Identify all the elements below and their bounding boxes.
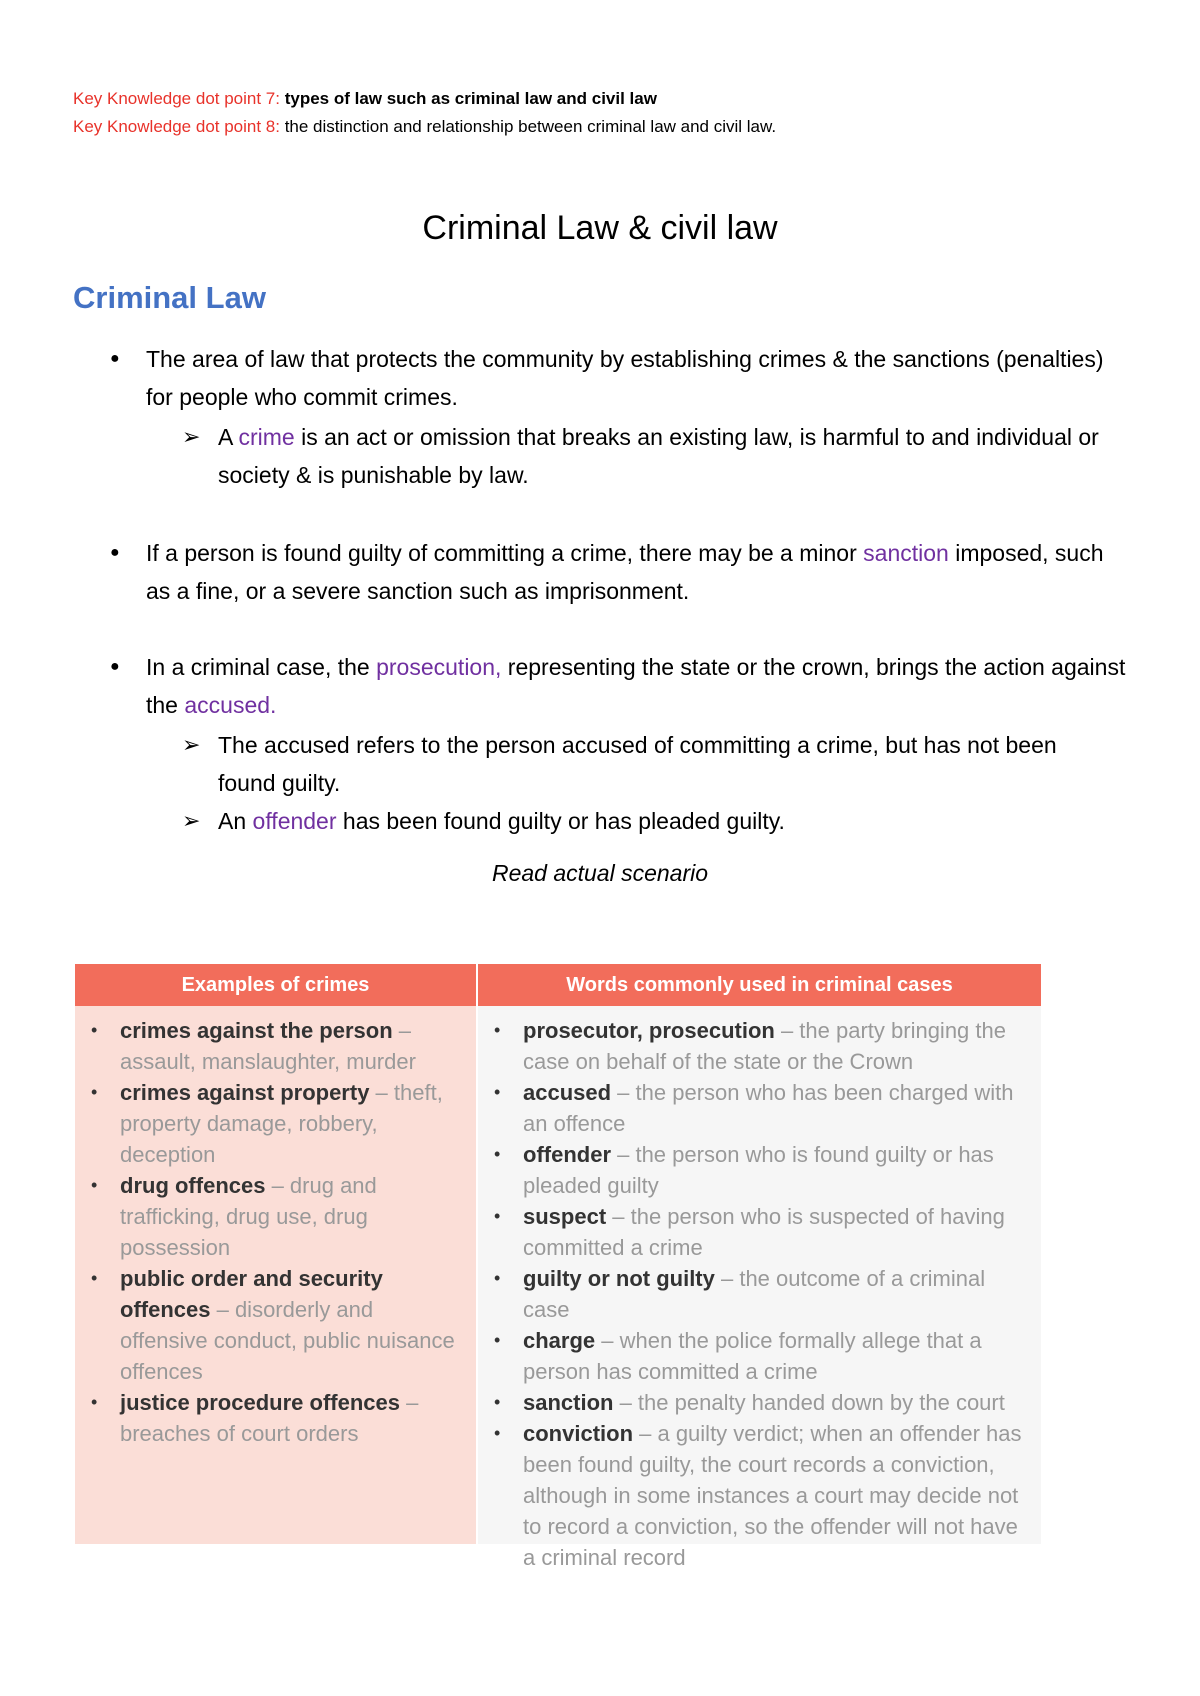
item-text: – the party bringing the case on behalf of the state or the Crown [523,1018,1006,1074]
term-sanction: sanction [863,540,949,566]
bullet-dot: • [494,1144,501,1164]
item-label: drug offences [120,1173,266,1198]
bullet-dot: • [91,1175,98,1195]
list-item [75,1077,476,1170]
bullet-dot: • [91,1392,98,1412]
list-item [478,1201,1041,1263]
item-label: charge [523,1328,596,1353]
item-text: – breaches of court orders [120,1390,419,1446]
list-item [75,1015,476,1077]
bullet-2-text: If a person is found guilty of committing a crime, there may be a minor sanction imposed, such as a fine, or a severe sanction such as imprisonment. [146,540,1104,604]
bullet-dot: ● [110,658,120,675]
item-text: – disorderly and offensive conduct, public nuisance offences [120,1297,455,1384]
bullet-dot: • [494,1423,501,1443]
list-item [75,1263,476,1387]
bullet-3-text: In a criminal case, the prosecution, representing the state or the crown, brings the action against the accused. [146,654,1126,718]
item-label: crimes against property [120,1080,370,1105]
key-knowledge-8 [73,116,776,138]
key-knowledge-7 [73,88,657,110]
item-text: – the person who is suspected of having committed a crime [523,1204,1005,1260]
item-text: – a guilty verdict; when an offender has been found guilty, the court records a conviction, although in some instances a court may decide not to record a conviction, so the offender will not have a criminal record [523,1421,1022,1570]
list-item [478,1418,1041,1573]
bullet-dot: • [494,1206,501,1226]
bullet-1-text: The area of law that protects the community by establishing crimes & the sanctions (penalties) for people who commit crimes. [146,346,1104,410]
bullet-dot: ● [110,544,120,561]
term-prosecution: prosecution, [376,654,502,680]
item-text: – assault, manslaughter, murder [120,1018,416,1074]
list-item [478,1077,1041,1139]
scenario-note: Read actual scenario [491,860,709,886]
bullet-1-sub: A crime is an act or omission that breaks an existing law, is harmful to and individual or society & is punishable by law. [218,424,1099,488]
item-text: – when the police formally allege that a person has committed a crime [523,1328,982,1384]
list-item [478,1015,1041,1077]
bullet-dot: • [494,1268,501,1288]
list-item [478,1139,1041,1201]
list-item [478,1263,1041,1325]
bullet-dot: • [494,1330,501,1350]
bullet-dot: • [91,1020,98,1040]
term-crime: crime [238,424,295,450]
item-text: – drug and trafficking, drug use, drug possession [120,1173,377,1260]
item-text: – the penalty handed down by the court [613,1390,1005,1415]
bullet-dot: • [494,1020,501,1040]
crimes-table [75,964,1041,1570]
words-list [478,1015,1041,1573]
bullet-dot: ● [110,350,120,367]
key-knowledge-7-label: Key Knowledge dot point 7: [73,89,285,108]
page-title: Criminal Law & civil law [422,209,778,247]
arrow-bullet-icon: ➢ [182,732,201,757]
item-label: accused [523,1080,612,1105]
item-text: – theft, property damage, robbery, deception [120,1080,443,1167]
examples-list [75,1015,476,1449]
bullet-dot: • [494,1082,501,1102]
table-column-words [478,1006,1041,1570]
item-label: conviction [523,1421,634,1446]
list-item [75,1387,476,1449]
item-label: suspect [523,1204,607,1229]
key-knowledge-8-text: the distinction and relationship between criminal law and civil law. [284,117,777,136]
bullet-3-sub-2: An offender has been found guilty or has pleaded guilty. [218,808,785,834]
table-header-examples: Examples of crimes [75,964,476,1006]
item-label: guilty or not guilty [523,1266,715,1291]
item-label: crimes against the person [120,1018,393,1043]
list-item [75,1170,476,1263]
list-item [478,1325,1041,1387]
arrow-bullet-icon: ➢ [182,424,201,449]
term-offender: offender [252,808,337,834]
item-text: – the person who has been charged with an offence [523,1080,1014,1136]
item-label: justice procedure offences [120,1390,400,1415]
table-header-words: Words commonly used in criminal cases [478,964,1041,1006]
bullet-dot: • [91,1082,98,1102]
list-item [478,1387,1041,1418]
bullet-3-sub-1: The accused refers to the person accused of committing a crime, but has not been found guilty. [218,732,1057,796]
term-accused: accused. [184,692,277,718]
arrow-bullet-icon: ➢ [182,808,201,833]
key-knowledge-8-label: Key Knowledge dot point 8: [73,117,285,136]
item-label: sanction [523,1390,614,1415]
item-label: public order and security offences [120,1266,383,1322]
item-label: prosecutor, prosecution [523,1018,775,1043]
item-text: – the person who is found guilty or has pleaded guilty [523,1142,994,1198]
item-text: – the outcome of a criminal case [523,1266,986,1322]
table-column-examples [75,1006,476,1544]
bullet-dot: • [494,1392,501,1412]
key-knowledge-7-text: types of law such as criminal law and civil law [284,89,657,108]
bullet-dot: • [91,1268,98,1288]
item-label: offender [523,1142,611,1167]
section-heading: Criminal Law [73,280,266,315]
